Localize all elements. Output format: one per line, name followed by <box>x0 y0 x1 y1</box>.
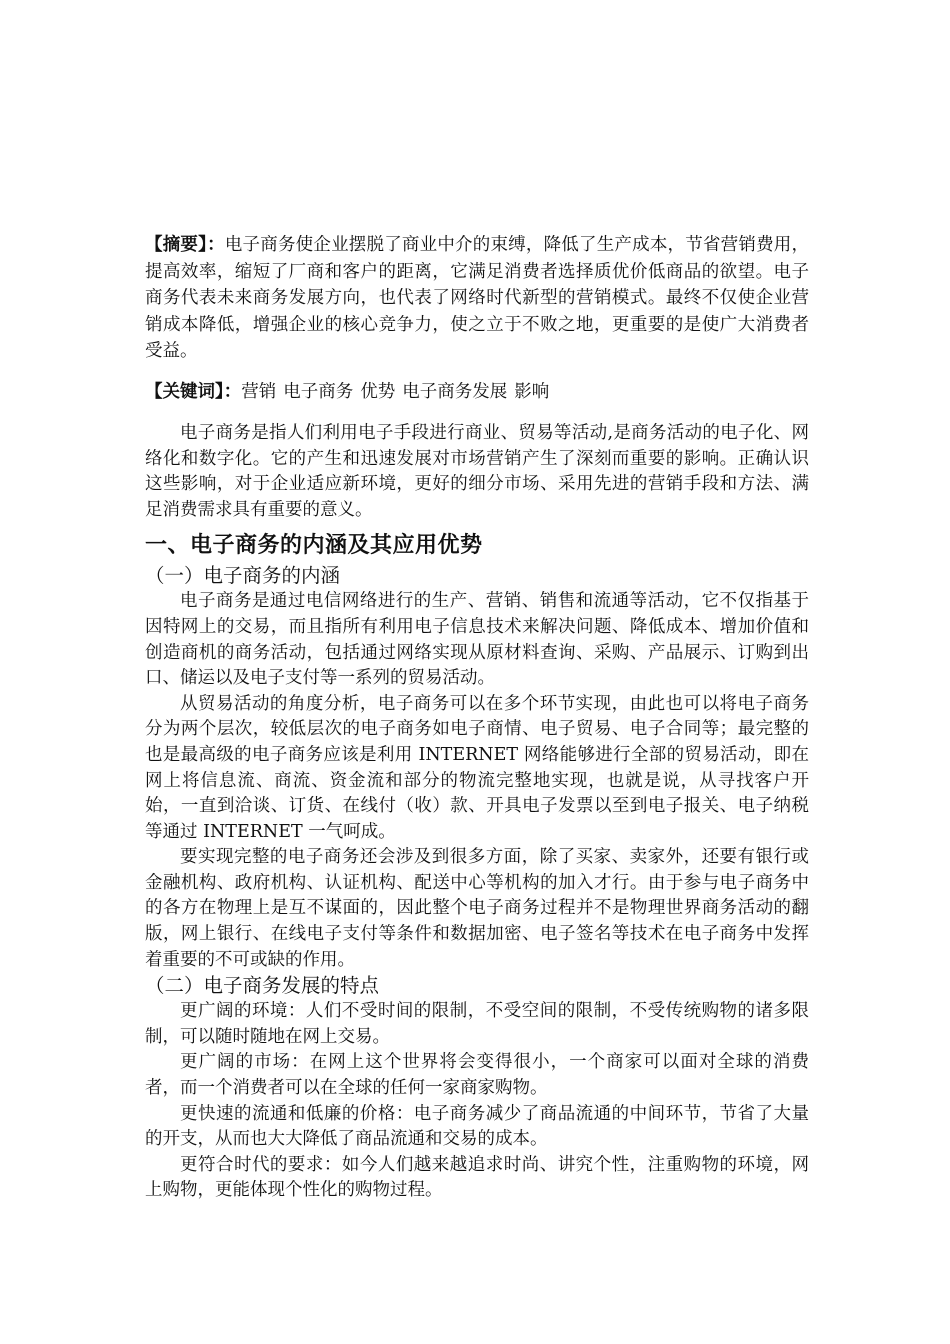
body-paragraph: 要实现完整的电子商务还会涉及到很多方面，除了买家、卖家外，还要有银行或金融机构、政府机构、认证机构、配送中心等机构的加入才行。由于参与电子商务中的各方在物理上是互不谋面的，因此整个电子商务过程并不是物理世界商务活动的翻版，网上银行、在线电子支付等条件和数据加密、电子签名等技术在电子商务中发挥着重要的不可或缺的作用。 <box>145 847 809 970</box>
body-paragraph: 电子商务是通过电信网络进行的生产、营销、销售和流通等活动，它不仅指基于因特网上的交易，而且指所有利用电子信息技术来解决问题、降低成本、增加价值和创造商机的商务活动，包括通过网络实现从原材料查询、采购、产品展示、订购到出口、储运以及电子支付等一系列的贸易活动。 <box>145 591 809 689</box>
keyword-item: 电子商务 <box>283 381 354 402</box>
abstract-label: 【摘要】 <box>145 235 208 255</box>
section-1-heading: 一、电子商务的内涵及其应用优势 <box>145 532 483 559</box>
abstract-separator: ： <box>207 235 225 255</box>
keyword-item: 营销 <box>241 381 277 402</box>
body-paragraph: 更快速的流通和低廉的价格：电子商务减少了商品流通的中间环节，节省了大量的开支，从而也大大降低了商品流通和交易的成本。 <box>145 1103 809 1150</box>
intro-paragraph: 电子商务是指人们利用电子手段进行商业、贸易等活动,是商务活动的电子化、网络化和数字化。它的产生和迅速发展对市场营销产生了深刻而重要的影响。正确认识这些影响，对于企业适应新环境，更好的细分市场、采用先进的营销手段和方法、满足消费需求具有重要的意义。 <box>145 422 809 520</box>
keywords-separator: ： <box>223 381 242 402</box>
keyword-item: 影响 <box>514 381 550 402</box>
body-paragraph: 更广阔的市场：在网上这个世界将会变得很小，一个商家可以面对全球的消费者，而一个消费者可以在全球的任何一家商家购物。 <box>145 1052 809 1099</box>
subsection-2-heading: （二）电子商务发展的特点 <box>145 974 380 998</box>
document-body <box>145 232 809 1204</box>
body-paragraph: 更符合时代的要求：如今人们越来越追求时尚、讲究个性，注重购物的环境，网上购物，更能体现个性化的购物过程。 <box>145 1154 809 1201</box>
body-paragraph: 更广阔的环境：人们不受时间的限制，不受空间的限制，不受传统购物的诸多限制，可以随时随地在网上交易。 <box>145 1001 809 1047</box>
body-paragraph: 从贸易活动的角度分析，电子商务可以在多个环节实现，由此也可以将电子商务分为两个层次，较低层次的电子商务如电子商情、电子贸易、电子合同等；最完整的也是最高级的电子商务应该是利用 INTERNET 网络能够进行全部的贸易活动，即在网上将信息流、商流、资金流和部分的物流完整地实现，也就是说，从寻找客户开始，一直到洽谈、订货、在线付（收）款、开具电子发票以至到电子报关、电子纳税等通过 INTERNET 一气呵成。 <box>145 693 809 842</box>
keywords-line <box>145 379 809 405</box>
abstract-text: 电子商务使企业摆脱了商业中介的束缚，降低了生产成本，节省营销费用，提高效率，缩短了厂商和客户的距离，它满足消费者选择质优价低商品的欲望。电子商务代表未来商务发展方向，也代表了网络时代新型的营销模式。最终不仅使企业营销成本降低，增强企业的核心竞争力，使之立于不败之地，更重要的是使广大消费者受益。 <box>145 235 810 362</box>
keyword-item: 电子商务发展 <box>402 381 508 402</box>
keyword-item: 优势 <box>360 381 396 402</box>
keywords-label: 【关键词】 <box>145 381 224 402</box>
subsection-1-heading: （一）电子商务的内涵 <box>145 564 341 588</box>
abstract-paragraph <box>145 232 809 365</box>
